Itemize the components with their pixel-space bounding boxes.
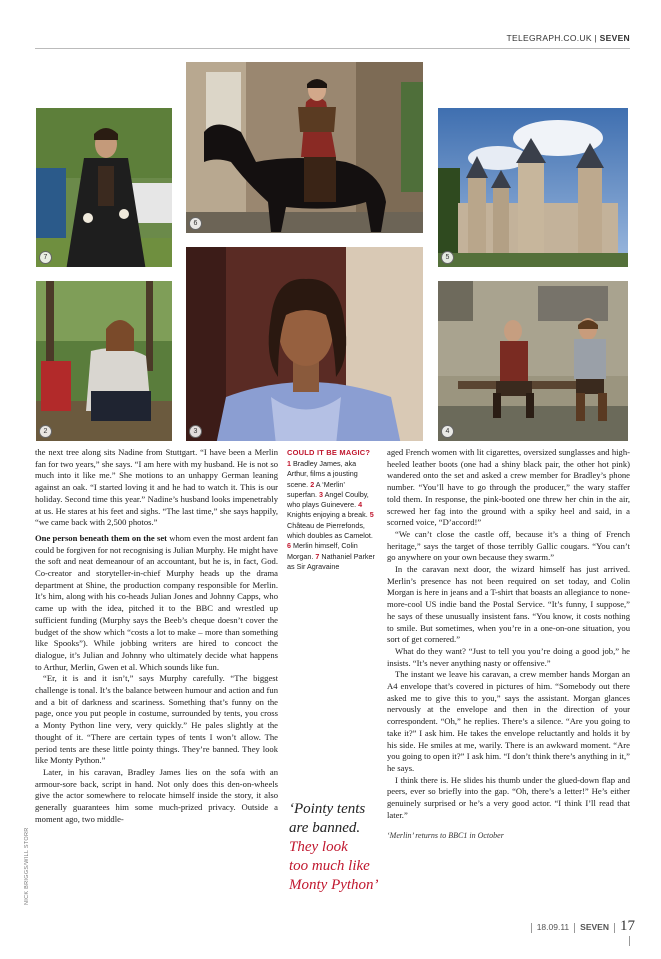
superfan-image [36,281,174,443]
pull-quote-line: are banned. [289,820,361,836]
photo-number: 4 [441,425,454,438]
caption-number: 7 [315,551,320,561]
agravaine-image [36,108,174,269]
caption-number: 1 [287,459,291,468]
running-header: TELEGRAPH.CO.UK | SEVEN [506,33,630,43]
paragraph: The instant we leave his caravan, a crew member hands Morgan an A4 envelope that’s covered in pictures of him. “Somebody out there asked me to give this to you,” says the assistant. Morgan glances nervously at the envelope and then in the direction of your correspondent. “Oh,” he replies. There’s a silence. “Are you going to take it?” I ask him. He takes the envelope reluctantly and holds it by his side. He smiles at me, warily. There is an awkward moment. “Are you going to open it?” I ask him. “I don’t think there’s anything in it,” he says. [387,669,630,773]
pull-quote-line: They look [289,839,348,855]
caption-title: COULD IT BE MAGIC? [287,448,371,457]
paragraph: aged French women with lit cigarettes, oversized sunglasses and high-heeled leather boots (one had a shiny black pair, the other hot pink) wandered onto the set and asked a crew member for Bradley’s phone number. “You’ll have to go through the producer,” the wary staffer told them. In response, the pink-booted one threw her chin in the air, screwed her fag into the ground with a spiky heel and said, in a scorned voice, “D’accord!” [387,447,630,528]
photo-7-agravaine [34,106,174,269]
caption-number: 5 [369,510,374,520]
section-lead: One person beneath them on the set [35,532,168,543]
article-end-note: ‘Merlin’ returns to BBC1 in October [387,830,504,840]
photo-number: 2 [39,425,52,438]
page-number: 17 [620,918,635,934]
photo-number: 7 [39,251,52,264]
photo-5-chateau [436,106,630,269]
paragraph: the next tree along sits Nadine from Stuttgart. “I have been a Merlin fan for two years,” she says. “I am here with my husband. He is not so much into it like me.” She motions to an unhappy German leaning against an oak. “I started loving it and he had to watch it. This is our holiday. Second time this year.” Nadine’s husband looks impenetrably at us. He stares at his feet and sighs. “The last time,” she says happily, “we came back with 2,500 photos.” [35,447,278,528]
paragraph: “We can’t close the castle off, because it’s a thing of French heritage,” says the target of those terribly Gallic cougars. “You can’t go anywhere on your own because they swarm.” [387,528,630,563]
caption-number: 6 [287,541,291,551]
section-name: SEVEN [599,33,630,43]
caption-text: Château de Pierrefonds, which doubles as Camelot. [287,520,373,541]
caption-number: 2 [310,479,315,489]
page-footer [520,918,635,946]
header-rule [35,48,630,49]
caption-number: 4 [358,500,363,510]
photo-number: 5 [441,251,454,264]
pull-quote-line: too much like [289,858,370,874]
caption-box [287,448,375,572]
photo-4-knights [436,279,630,443]
photo-number: 6 [189,217,202,230]
photo-number: 3 [189,425,202,438]
photo-2-superfan [34,279,174,443]
caption-text: Merlin himself, Colin Morgan. [287,541,358,561]
caption-text: Angel Coulby, who plays Guinevere. [287,489,369,510]
body-column-3 [387,447,630,841]
caption-list [287,459,375,572]
paragraph: I think there is. He slides his thumb under the glued-down flap and peers, ever so briefly into the gap. “Oh, there’s a letter!” He’s either genuinely surprised or he’s a very good actor. “I think I’ll read that later.” [387,774,630,820]
site-name: TELEGRAPH.CO.UK [506,33,592,43]
paragraph: Later, in his caravan, Bradley James lies on the sofa with an armour-sore back, script in hand. Not only does this den-on-wheels give the actor somewhere to relocate himself inside the story, it also generally guarantees him some much-prized privacy. Outside a moment ago, two middle- [35,766,278,824]
caption-text: A ‘Merlin’ superfan. [287,479,345,499]
pull-quote [289,800,381,895]
pull-quote-line: Monty Python’ [289,877,379,893]
merlin-horse-image [186,62,425,235]
knights-image [438,281,630,443]
body-column-1 [35,447,278,826]
paragraph-text: whom even the most ardent fan could be forgiven for not recognising is Julian Murphy. He might have the soft and neat demeanour of an accountant, but he is, in fact, God. Co-creator and storyteller-in-chief Murphy heads up the drama department at Shine, the production company responsible for Merlin. It’s him, along with his co-heads Julian Jones and Johnny Capps, who came up with the idea, pitched it to the BBC and wrestled up sufficient funding (Murphy says the Beeb’s cheque doesn’t cover the budget of the show which “costs a lot to make – more than something like Spooks”). While jobbing writers are hired to concoct the dialogue, it’s Julian and Johnny who ultimately decide what happens to Arthur, Merlin, Gwen et al. Which sounds like fun. [35,532,278,672]
paragraph [35,533,278,673]
photo-6-merlin-horse [184,60,425,235]
caption-text: Bradley James, aka Arthur, films a jousting scene. [287,459,358,489]
photo-3-guinevere [184,245,425,443]
caption-text: Nathaniel Parker as Sir Agravaine [287,551,375,571]
paragraph: In the caravan next door, the wizard himself has just arrived. Merlin’s presence has not been required on set today, and Colin Morgan is here in jeans and a T-shirt that boasts an allegiance to none-more-cool US indie band the Postal Service. “It’s funny, I suppose,” he says of these unusually insistent fans. “You know, it costs nothing to smile. But sometimes, when you’re in a one-on-one situation, you sort of get cornered.” [387,564,630,645]
chateau-image [438,108,630,269]
guinevere-image [186,247,425,443]
footer-section: SEVEN [580,922,609,932]
photo-credit: NICK BRIGGS/WILL STORR [24,827,30,905]
paragraph: What do they want? “Just to tell you you’re doing a good job,” he insists. “It’s never anything nasty or offensive.” [387,645,630,668]
issue-date: 18.09.11 [536,922,570,932]
caption-number: 3 [318,489,323,499]
pull-quote-line: ‘Pointy tents [289,801,366,817]
paragraph: “Er, it is and it isn’t,” says Murphy carefully. “The biggest challenge is tonal. It’s the balance between humour and action and fun and a bit of darkness and scariness. Something that’s funny on the page, once you put people in costume, surrounded by tents, you cross a Monty Python line very, very quickly.” He pales slightly at the thought of it. “There are certain types of tents I won’t allow. The period tents are these little pointy things. They’re banned. They look like Monty Python.” [35,673,278,766]
caption-text: Knights enjoying a break. [287,510,370,520]
